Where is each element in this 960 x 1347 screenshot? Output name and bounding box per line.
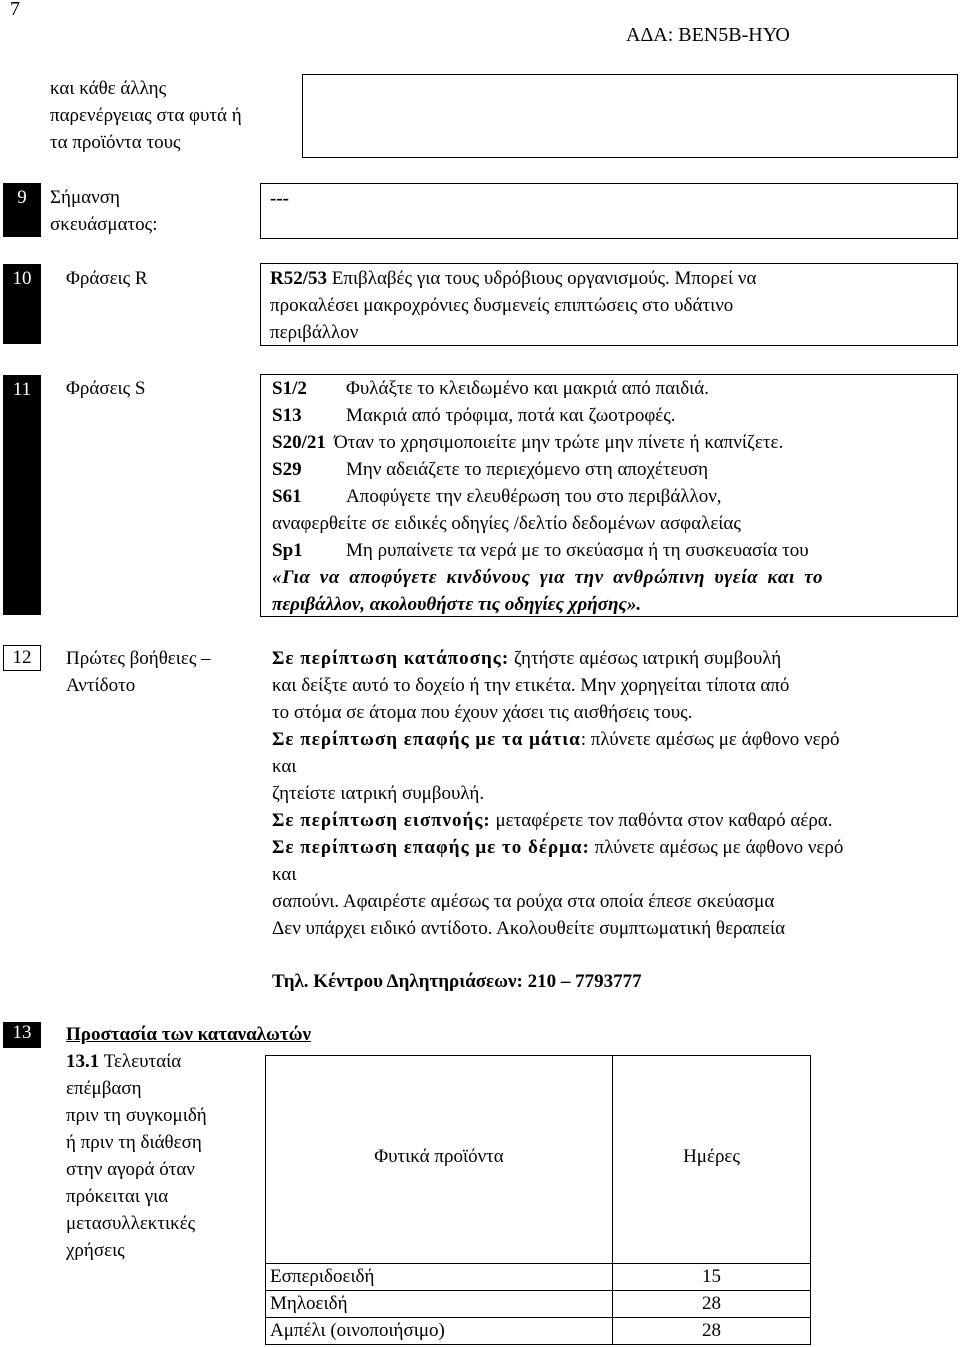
row-13-sub-line: χρήσεις — [66, 1240, 125, 1261]
poison-center-phone: Τηλ. Κέντρου Δηλητηριάσεων: 210 – 7793777 — [272, 971, 642, 992]
row-13-sub-line: πρόκειται για — [66, 1186, 169, 1207]
inhale-line — [272, 808, 833, 834]
withdrawal-table — [265, 1055, 811, 1345]
row-prev-label-line: και κάθε άλλης — [50, 78, 167, 99]
sp1-quote-line: «Για να αποφύγετε κινδύνους για την ανθρώπινη υγεία και το — [272, 567, 824, 588]
table-row — [266, 1318, 811, 1345]
skin-cont: σαπούνι. Αφαιρέστε αμέσως τα ρούχα στα οποία έπεσε σκεύασμα — [272, 891, 775, 912]
row-12-label-line: Αντίδοτο — [66, 675, 136, 696]
row-10-content-line — [270, 266, 756, 292]
s-phrase-text: Φυλάξτε το κλειδωμένο και μακριά από παιδιά. — [346, 378, 709, 399]
row-13-sub-line: επέμβαση — [66, 1078, 142, 1099]
sp1-quote-line: περιβάλλον, ακολουθήστε τις οδηγίες χρήσης». — [272, 594, 642, 615]
skin-text: πλύνετε αμέσως με άφθονο νερό — [589, 837, 844, 858]
row-prev-label-line: παρενέργειας στα φυτά ή — [50, 105, 242, 126]
ingestion-text: ζητήστε αμέσως ιατρική συμβουλή — [509, 648, 782, 669]
eyes-cont: και — [272, 756, 297, 777]
eyes-label: Σε περίπτωση επαφής με τα μάτια — [272, 729, 581, 750]
table-row — [266, 1291, 811, 1318]
r-phrase-text: Επιβλαβές για τους υδρόβιους οργανισμούς. Μπορεί να — [327, 268, 757, 289]
table-header-row — [266, 1056, 811, 1264]
sp1-code: Sp1 — [272, 540, 303, 561]
row-13-sub-first: 13.1 Τελευταία — [66, 1051, 182, 1072]
row-13-sub-number: 13.1 — [66, 1051, 100, 1072]
table-cell-crop: Αμπέλι (οινοποιήσιμο) — [266, 1318, 613, 1345]
s-phrase-text: Όταν το χρησιμοποιείτε μην τρώτε μην πίνετε ή καπνίζετε. — [334, 432, 784, 453]
row-13-sub-line: ή πριν τη διάθεση — [66, 1132, 202, 1153]
eyes-text: : πλύνετε αμέσως με άφθονο νερό — [580, 729, 840, 750]
table-header-days: Ημέρες — [613, 1056, 811, 1264]
row-9-content-box — [260, 183, 958, 239]
row-10-number: 10 — [3, 264, 41, 344]
table-cell-crop: Εσπεριδοειδή — [266, 1264, 613, 1291]
s-phrase-code: S20/21 — [272, 432, 326, 453]
row-prev-label-line: τα προϊόντα τους — [50, 132, 181, 153]
row-10-content-line: περιβάλλον — [270, 322, 359, 343]
table-cell-crop: Μηλοειδή — [266, 1291, 613, 1318]
row-prev-content-box — [302, 74, 958, 158]
skin-label: Σε περίπτωση επαφής με το δέρμα: — [272, 837, 590, 858]
antidote-line: Δεν υπάρχει ειδικό αντίδοτο. Ακολουθείτε συμπτωματική θεραπεία — [272, 918, 786, 939]
ingestion-cont: και δείξτε αυτό το δοχείο ή την ετικέτα. Μην χορηγείται τίποτα από — [272, 675, 790, 696]
row-13-sub-line: στην αγορά όταν — [66, 1159, 195, 1180]
s-phrase-text: Αποφύγετε την ελευθέρωση του στο περιβάλλον, — [346, 486, 722, 507]
eyes-cont: ζητείστε ιατρική συμβουλή. — [272, 783, 485, 804]
table-cell-days: 28 — [613, 1318, 811, 1345]
row-13-sub-line: πριν τη συγκομιδή — [66, 1105, 207, 1126]
skin-cont: και — [272, 864, 297, 885]
table-cell-days: 28 — [613, 1291, 811, 1318]
s-phrase-text: Μακριά από τρόφιμα, ποτά και ζωοτροφές. — [346, 405, 676, 426]
inhale-label: Σε περίπτωση εισπνοής: — [272, 810, 491, 831]
table-header-crops: Φυτικά προϊόντα — [266, 1056, 613, 1264]
row-12-label-line: Πρώτες βοήθειες – — [66, 648, 211, 669]
page-number: 7 — [10, 0, 20, 20]
inhale-text: μεταφέρετε τον παθόντα στον καθαρό αέρα. — [490, 810, 833, 831]
row-9-number: 9 — [3, 183, 41, 237]
skin-line — [272, 835, 843, 861]
row-10-content-line: προκαλέσει μακροχρόνιες δυσμενείς επιπτώσεις στο υδάτινο — [270, 295, 734, 316]
row-11-number: 11 — [3, 375, 41, 615]
eyes-line — [272, 727, 840, 753]
table-cell-days: 15 — [613, 1264, 811, 1291]
s-phrase-code: S61 — [272, 486, 302, 507]
s61-continuation: αναφερθείτε σε ειδικές οδηγίες /δελτίο δεδομένων ασφαλείας — [272, 513, 741, 534]
row-13-title: Προστασία των καταναλωτών — [66, 1024, 312, 1045]
s-phrase-code: S13 — [272, 405, 302, 426]
row-10-label: Φράσεις R — [66, 268, 148, 289]
ingestion-cont: το στόμα σε άτομα που έχουν χάσει τις αισθήσεις τους. — [272, 702, 693, 723]
row-13-number: 13 — [3, 1022, 41, 1048]
document-ada: ΑΔΑ: ΒΕΝ5Β-ΗΥΟ — [626, 24, 790, 46]
s-phrase-code: S29 — [272, 459, 302, 480]
s-phrase-code: S1/2 — [272, 378, 307, 399]
ingestion-line — [272, 646, 781, 672]
sp1-text: Μη ρυπαίνετε τα νερά με το σκεύασμα ή τη συσκευασία του — [346, 540, 809, 561]
ingestion-label: Σε περίπτωση κατάποσης: — [272, 648, 510, 669]
row-12-number: 12 — [12, 647, 32, 668]
row-9-content: --- — [270, 188, 289, 209]
row-9-label-line: Σήμανση — [50, 187, 120, 208]
s-phrase-text: Μην αδειάζετε το περιεχόμενο στη αποχέτευση — [346, 459, 709, 480]
r-phrase-code: R52/53 — [270, 268, 327, 289]
row-13-sub-line: μετασυλλεκτικές — [66, 1213, 196, 1234]
row-11-label: Φράσεις S — [66, 378, 146, 399]
table-row — [266, 1264, 811, 1291]
row-9-label-line: σκευάσματος: — [50, 214, 158, 235]
